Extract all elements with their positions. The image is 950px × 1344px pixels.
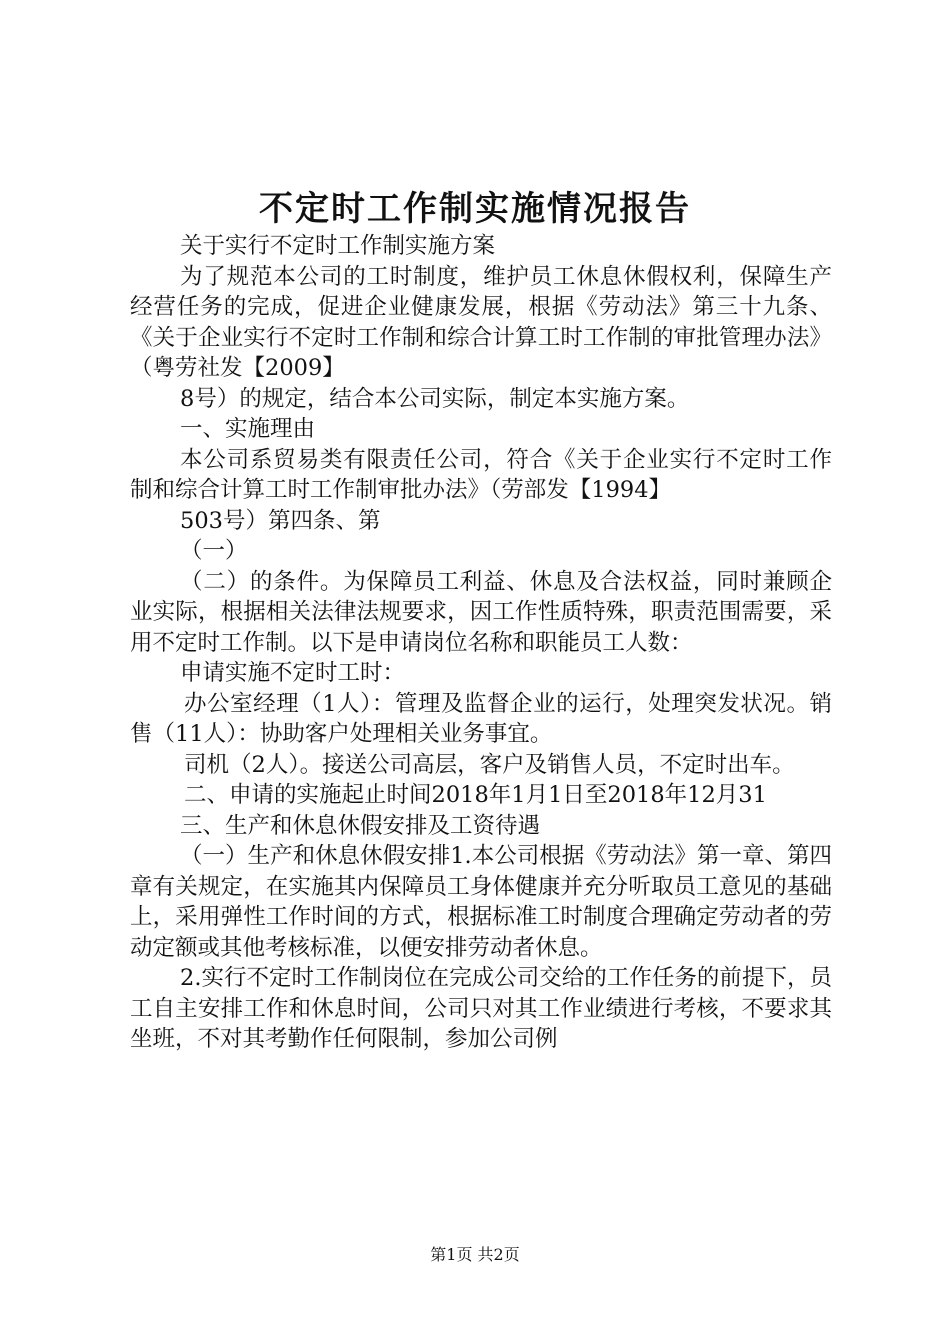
section-heading-3: 三、生产和休息休假安排及工资待遇 (180, 812, 541, 839)
paragraph-driver: 司机（2人）。接送公司高层，客户及销售人员，不定时出车。 (184, 751, 795, 778)
paragraph-schedule-1: （一）生产和休息休假安排1.本公司根据《劳动法》第一章、第四章有关规定，在实施其内保障员工身体健康并充分听取员工意见的基础上，采用弹性工作时间的方式，根据标准工时制度合理确定劳动者的劳动定额或其他考核标准，以便安排劳动者休息。 (130, 843, 832, 961)
section-heading-2: 二、申请的实施起止时间2018年1月1日至2018年12月31 (184, 782, 767, 808)
page-footer: 第1页 共2页 (430, 1245, 520, 1264)
document-title: 不定时工作制实施情况报告 (259, 189, 691, 229)
paragraph-schedule-2: 2.实行不定时工作制岗位在完成公司交给的工作任务的前提下，员工自主安排工作和休息时间，公司只对其工作业绩进行考核，不要求其坐班，不对其考勤作任何限制，参加公司例 (130, 965, 832, 1052)
paragraph-item-1: （一） (180, 538, 248, 564)
paragraph-intro: 为了规范本公司的工时制度，维护员工休息休假权利，保障生产经营任务的完成，促进企业健康发展，根据《劳动法》第三十九条、《关于企业实行不定时工作制和综合计算工时工作制的审批管理办法》（粤劳社发【2009】 (130, 263, 832, 381)
paragraph-office-manager: 办公室经理（1人）：管理及监督企业的运行，处理突发状况。销售（11人）：协助客户处理相关业务事宜。 (130, 690, 832, 747)
paragraph-item-2: （二）的条件。为保障员工利益、休息及合法权益，同时兼顾企业实际，根据相关法律法规要求，因工作性质特殊，职责范围需要，采用不定时工作制。以下是申请岗位名称和职能员工人数： (130, 568, 832, 656)
paragraph-intro-cont: 8号）的规定，结合本公司实际，制定本实施方案。 (180, 385, 690, 412)
paragraph-apply: 申请实施不定时工时： (180, 660, 406, 686)
paragraph-reason: 本公司系贸易类有限责任公司，符合《关于企业实行不定时工作制和综合计算工时工作制审批办法》（劳部发【1994】 (130, 446, 832, 503)
section-heading-1: 一、实施理由 (180, 416, 316, 442)
paragraph-reason-cont: 503号）第四条、第 (180, 507, 381, 534)
paragraph-subtitle: 关于实行不定时工作制实施方案 (180, 233, 496, 259)
document-body (130, 231, 832, 1055)
